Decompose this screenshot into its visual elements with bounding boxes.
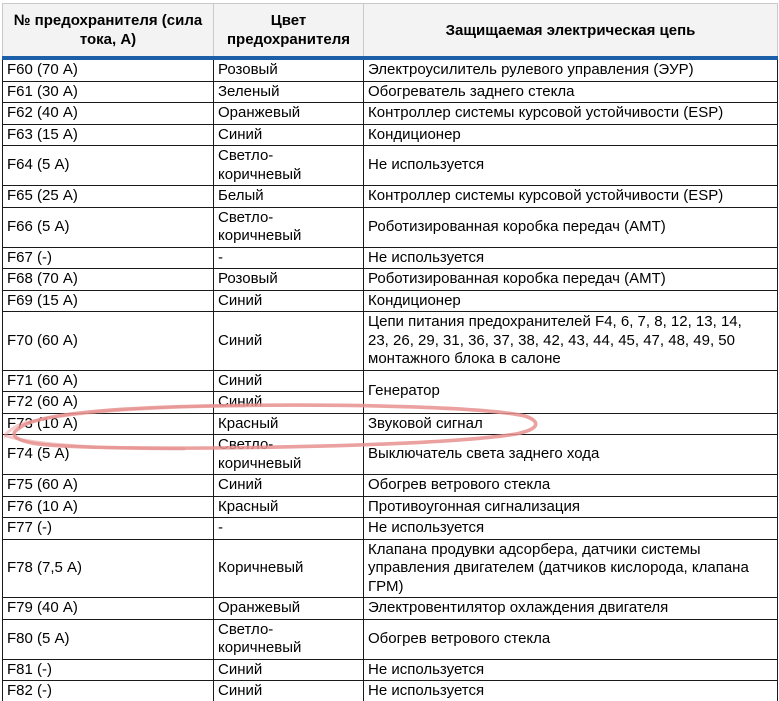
circuit-cell: Обогрев ветрового стекла bbox=[364, 619, 778, 659]
circuit-cell: Обогреватель заднего стекла bbox=[364, 81, 778, 103]
color-cell: Синий bbox=[214, 370, 364, 392]
circuit-cell: Обогрев ветрового стекла bbox=[364, 475, 778, 497]
circuit-cell: Противоугонная сигнализация bbox=[364, 496, 778, 518]
fuse-cell: F66 (5 А) bbox=[3, 207, 214, 247]
table-row bbox=[3, 247, 778, 269]
color-cell: Розовый bbox=[214, 269, 364, 291]
circuit-cell: Роботизированная коробка передач (АМТ) bbox=[364, 207, 778, 247]
fuse-cell: F74 (5 А) bbox=[3, 435, 214, 475]
circuit-cell: Не используется bbox=[364, 518, 778, 540]
fuse-cell: F78 (7,5 А) bbox=[3, 539, 214, 598]
circuit-cell: Клапана продувки адсорбера, датчики системы управления двигателем (датчиков кислорода, клапана ГРМ) bbox=[364, 539, 778, 598]
circuit-cell: Электроусилитель рулевого управления (ЭУР) bbox=[364, 58, 778, 81]
col-header-fuse-number: № предохранителя (сила тока, А) bbox=[3, 4, 214, 59]
circuit-cell: Не используется bbox=[364, 146, 778, 186]
fuse-cell: F63 (15 А) bbox=[3, 124, 214, 146]
color-cell: Синий bbox=[214, 124, 364, 146]
fuse-cell: F71 (60 А) bbox=[3, 370, 214, 392]
color-cell: - bbox=[214, 518, 364, 540]
table-row bbox=[3, 124, 778, 146]
color-cell: Красный bbox=[214, 413, 364, 435]
table-row bbox=[3, 598, 778, 620]
table-row bbox=[3, 435, 778, 475]
color-cell: Синий bbox=[214, 392, 364, 414]
fuse-table-body bbox=[3, 58, 778, 701]
table-row bbox=[3, 370, 778, 392]
fuse-cell: F81 (-) bbox=[3, 659, 214, 681]
color-cell: Синий bbox=[214, 290, 364, 312]
header-row bbox=[3, 4, 778, 59]
fuse-cell: F67 (-) bbox=[3, 247, 214, 269]
fuse-cell: F82 (-) bbox=[3, 681, 214, 701]
col-header-protected-circuit: Защищаемая электрическая цепь bbox=[364, 4, 778, 59]
fuse-cell: F77 (-) bbox=[3, 518, 214, 540]
fuse-cell: F68 (70 А) bbox=[3, 269, 214, 291]
fuse-cell: F79 (40 А) bbox=[3, 598, 214, 620]
color-cell: Светло-коричневый bbox=[214, 435, 364, 475]
circuit-cell: Выключатель света заднего хода bbox=[364, 435, 778, 475]
fuse-cell: F80 (5 А) bbox=[3, 619, 214, 659]
fuse-cell: F73 (10 А) bbox=[3, 413, 214, 435]
circuit-cell: Электровентилятор охлаждения двигателя bbox=[364, 598, 778, 620]
table-row bbox=[3, 186, 778, 208]
circuit-cell: Не используется bbox=[364, 659, 778, 681]
table-row bbox=[3, 496, 778, 518]
table-row bbox=[3, 58, 778, 81]
fuse-cell: F70 (60 А) bbox=[3, 312, 214, 371]
table-row bbox=[3, 290, 778, 312]
circuit-cell: Контроллер системы курсовой устойчивости (ESP) bbox=[364, 186, 778, 208]
color-cell: Красный bbox=[214, 496, 364, 518]
circuit-cell: Звуковой сигнал bbox=[364, 413, 778, 435]
color-cell: Розовый bbox=[214, 58, 364, 81]
fuse-table-header bbox=[3, 4, 778, 59]
fuse-cell: F65 (25 А) bbox=[3, 186, 214, 208]
table-row bbox=[3, 269, 778, 291]
table-row bbox=[3, 81, 778, 103]
color-cell: Белый bbox=[214, 186, 364, 208]
color-cell: Светло-коричневый bbox=[214, 207, 364, 247]
color-cell: Светло-коричневый bbox=[214, 146, 364, 186]
fuse-cell: F72 (60 А) bbox=[3, 392, 214, 414]
color-cell: Синий bbox=[214, 659, 364, 681]
table-row bbox=[3, 659, 778, 681]
table-row bbox=[3, 103, 778, 125]
circuit-cell: Кондиционер bbox=[364, 290, 778, 312]
table-row bbox=[3, 539, 778, 598]
circuit-cell: Генератор bbox=[364, 370, 778, 413]
table-row bbox=[3, 475, 778, 497]
fuse-table bbox=[2, 3, 778, 701]
color-cell: Зеленый bbox=[214, 81, 364, 103]
circuit-cell: Цепи питания предохранителей F4, 6, 7, 8, 12, 13, 14, 23, 26, 29, 31, 36, 37, 38, 42, 43, 44, 45, 47, 48, 49, 50 монтажного блока в салоне bbox=[364, 312, 778, 371]
circuit-cell: Не используется bbox=[364, 247, 778, 269]
fuse-cell: F69 (15 А) bbox=[3, 290, 214, 312]
color-cell: Оранжевый bbox=[214, 103, 364, 125]
fuse-cell: F61 (30 А) bbox=[3, 81, 214, 103]
table-row bbox=[3, 681, 778, 701]
fuse-cell: F60 (70 А) bbox=[3, 58, 214, 81]
col-header-fuse-color: Цвет предохранителя bbox=[214, 4, 364, 59]
table-row bbox=[3, 413, 778, 435]
color-cell: Коричневый bbox=[214, 539, 364, 598]
fuse-cell: F75 (60 А) bbox=[3, 475, 214, 497]
circuit-cell: Кондиционер bbox=[364, 124, 778, 146]
color-cell: Светло-коричневый bbox=[214, 619, 364, 659]
table-row bbox=[3, 518, 778, 540]
color-cell: - bbox=[214, 247, 364, 269]
circuit-cell: Не используется bbox=[364, 681, 778, 701]
table-row bbox=[3, 312, 778, 371]
color-cell: Синий bbox=[214, 312, 364, 371]
table-row bbox=[3, 207, 778, 247]
fuse-cell: F64 (5 А) bbox=[3, 146, 214, 186]
color-cell: Синий bbox=[214, 475, 364, 497]
color-cell: Оранжевый bbox=[214, 598, 364, 620]
table-row bbox=[3, 146, 778, 186]
circuit-cell: Контроллер системы курсовой устойчивости (ESP) bbox=[364, 103, 778, 125]
fuse-cell: F62 (40 А) bbox=[3, 103, 214, 125]
table-row bbox=[3, 619, 778, 659]
circuit-cell: Роботизированная коробка передач (АМТ) bbox=[364, 269, 778, 291]
fuse-cell: F76 (10 А) bbox=[3, 496, 214, 518]
color-cell: Синий bbox=[214, 681, 364, 701]
